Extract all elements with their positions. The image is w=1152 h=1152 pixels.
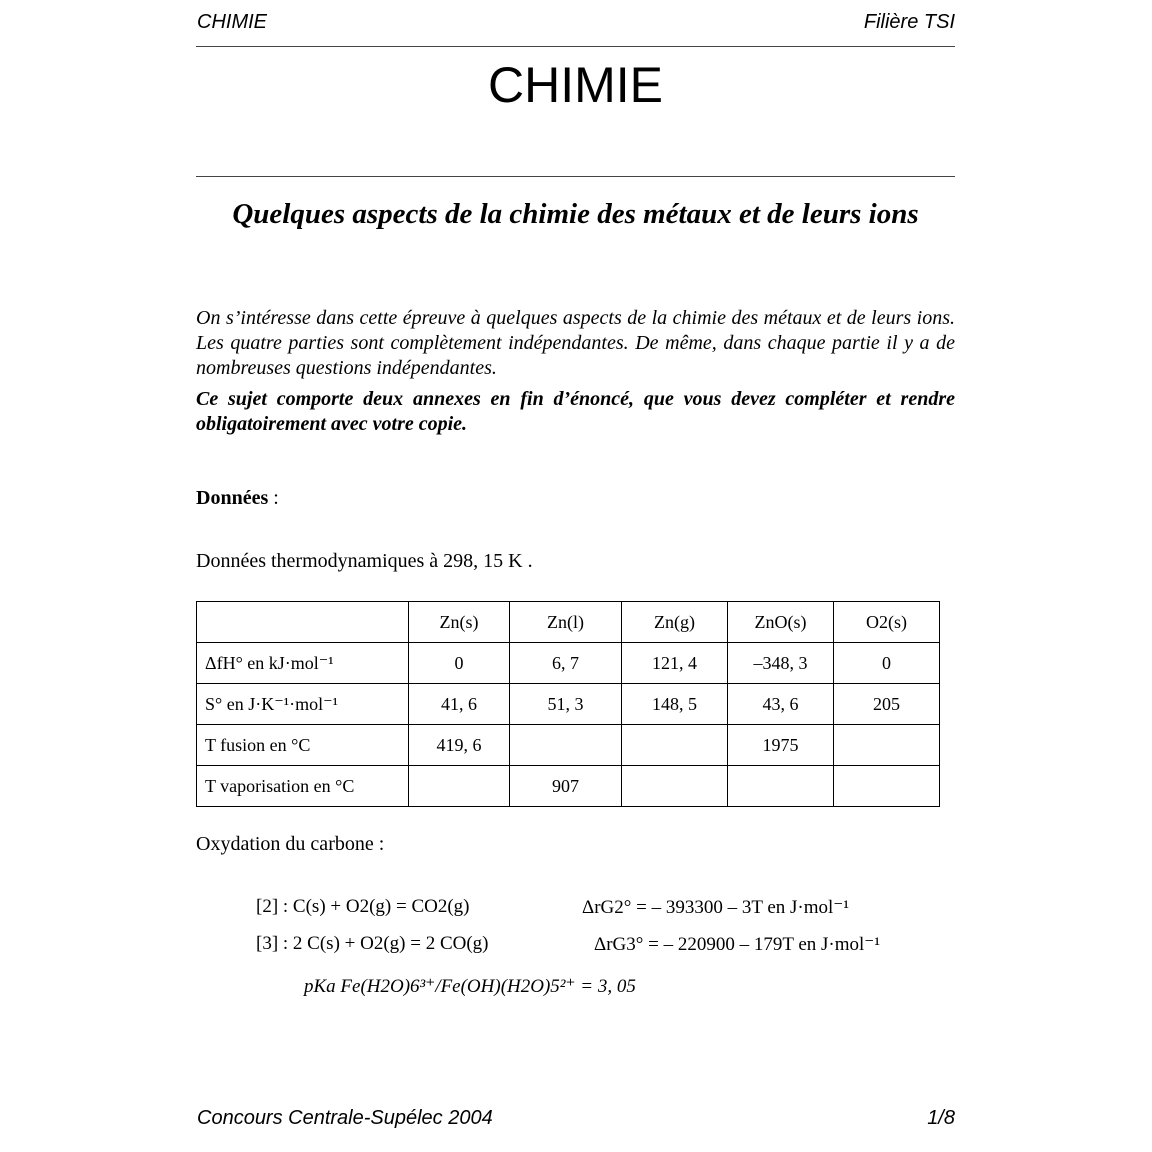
thermo-table xyxy=(196,601,940,807)
footer-page-number: 1/8 xyxy=(927,1107,955,1129)
table-row xyxy=(197,766,940,807)
table-cell: 41, 6 xyxy=(409,684,510,725)
table-col-header: ZnO(s) xyxy=(728,602,834,643)
row-label: T fusion en °C xyxy=(197,725,409,766)
header-right: Filière TSI xyxy=(863,11,955,33)
title-rule xyxy=(196,176,955,177)
equation-2-energy: ΔrG2° = – 393300 – 3T en J·mol⁻¹ xyxy=(582,897,850,918)
table-cell: 148, 5 xyxy=(622,684,728,725)
table-row xyxy=(197,725,940,766)
equation-3-energy: ΔrG3° = – 220900 – 179T en J·mol⁻¹ xyxy=(594,934,881,955)
row-label: ΔfH° en kJ·mol⁻¹ xyxy=(197,643,409,684)
table-row xyxy=(197,643,940,684)
table-cell xyxy=(834,766,940,807)
table-cell xyxy=(728,766,834,807)
table-header-row xyxy=(197,602,940,643)
table-col-header: Zn(s) xyxy=(409,602,510,643)
table-cell: 121, 4 xyxy=(622,643,728,684)
thermo-intro: Données thermodynamiques à 298, 15 K . xyxy=(196,550,533,572)
table-cell xyxy=(622,725,728,766)
table-corner xyxy=(197,602,409,643)
donnees-label: Données xyxy=(196,487,269,509)
intro-paragraph xyxy=(196,306,955,381)
table-cell: 205 xyxy=(834,684,940,725)
table-cell: 51, 3 xyxy=(510,684,622,725)
table-col-header: Zn(l) xyxy=(510,602,622,643)
row-label: T vaporisation en °C xyxy=(197,766,409,807)
table-cell: 419, 6 xyxy=(409,725,510,766)
table-col-header: Zn(g) xyxy=(622,602,728,643)
table-col-header: O2(s) xyxy=(834,602,940,643)
table-cell xyxy=(834,725,940,766)
intro-text: On s’intéresse dans cette épreuve à quelques aspects de la chimie des métaux et de leurs ions. Les quatre parties sont complètement indépendantes. De même, dans chaque partie il y a de nombreuses questions indépendantes. xyxy=(196,307,955,379)
table-cell: 1975 xyxy=(728,725,834,766)
table-cell: 907 xyxy=(510,766,622,807)
table-cell: 0 xyxy=(409,643,510,684)
header-rule xyxy=(196,46,955,47)
oxydation-heading: Oxydation du carbone : xyxy=(196,833,385,855)
header-left: CHIMIE xyxy=(197,11,267,33)
footer-left: Concours Centrale-Supélec 2004 xyxy=(197,1107,493,1129)
equation-2-reaction: [2] : C(s) + O2(g) = CO2(g) xyxy=(256,896,470,917)
table-cell: 6, 7 xyxy=(510,643,622,684)
table-cell xyxy=(409,766,510,807)
table-cell: 0 xyxy=(834,643,940,684)
row-label: S° en J·K⁻¹·mol⁻¹ xyxy=(197,684,409,725)
table-cell xyxy=(622,766,728,807)
donnees-heading xyxy=(196,487,279,510)
subtitle: Quelques aspects de la chimie des métaux et de leurs ions xyxy=(232,198,919,230)
table-cell: 43, 6 xyxy=(728,684,834,725)
table-cell: –348, 3 xyxy=(728,643,834,684)
page-title: CHIMIE xyxy=(488,57,663,113)
pka-equation: pKa Fe(H2O)6³⁺/Fe(OH)(H2O)5²⁺ = 3, 05 xyxy=(304,976,636,997)
annex-notice: Ce sujet comporte deux annexes en fin d’énoncé, que vous devez compléter et rendre obligatoirement avec votre copie. xyxy=(196,388,955,435)
equation-3-reaction: [3] : 2 C(s) + O2(g) = 2 CO(g) xyxy=(256,933,489,954)
donnees-colon: : xyxy=(268,487,279,509)
table-row xyxy=(197,684,940,725)
table-cell xyxy=(510,725,622,766)
